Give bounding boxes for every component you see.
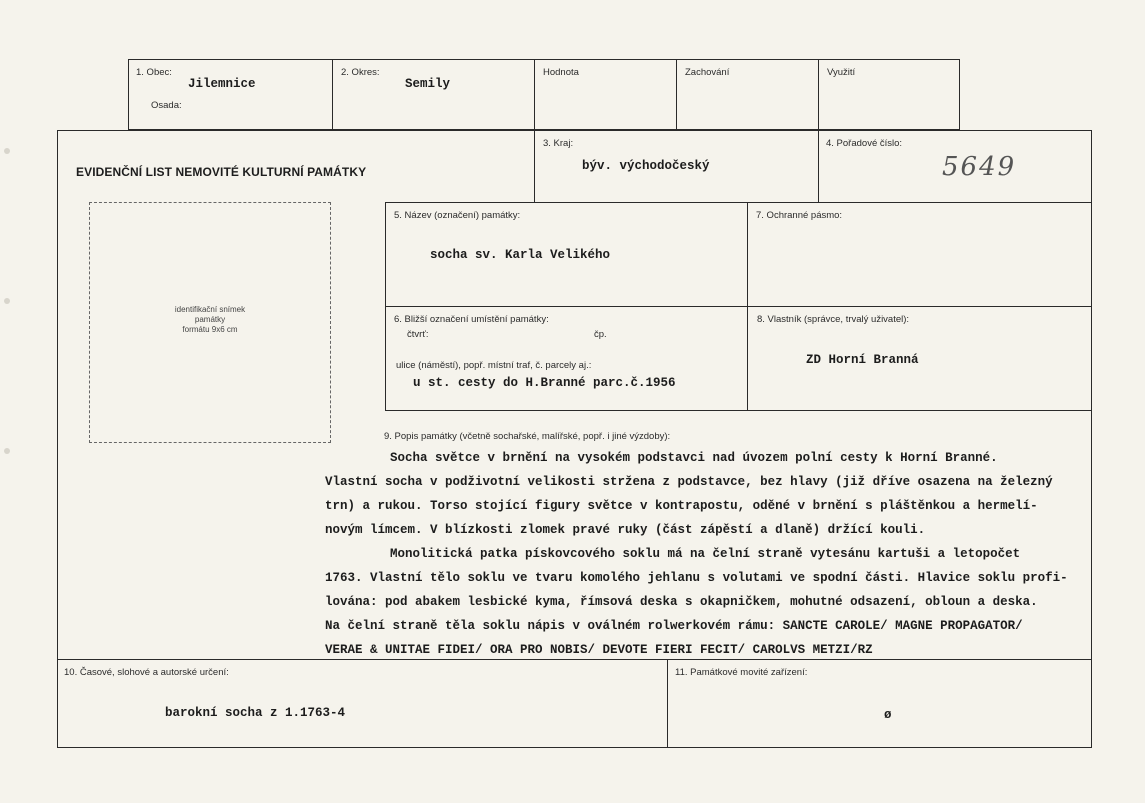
hodnota-label: Hodnota xyxy=(543,67,579,78)
ochranne-label: 7. Ochranné pásmo: xyxy=(756,210,843,221)
obec-label: 1. Obec: xyxy=(136,67,172,78)
okres-value: Semily xyxy=(405,77,451,91)
photo-text-line: památky xyxy=(194,315,226,324)
popis-line: lována: pod abakem lesbické kyma, římsová deska s okapničkem, mohutné odsazení, obloun a deska. xyxy=(325,595,1038,609)
obec-value: Jilemnice xyxy=(188,77,256,91)
okres-label: 2. Okres: xyxy=(341,67,380,78)
popis-line: Na čelní straně těla soklu nápis v oválném rolwerkovém rámu: SANCTE CAROLE/ MAGNE PROPAGATOR/ xyxy=(325,619,1023,633)
kraj-value: býv. východočeský xyxy=(582,159,710,173)
header-divider xyxy=(818,59,819,130)
kraj-divider xyxy=(534,130,535,202)
popis-line: Socha světce v brnění na vysokém podstavci nad úvozem polní cesty k Horní Branné. xyxy=(390,451,998,465)
movite-value: ø xyxy=(884,708,892,722)
cp-label: čp. xyxy=(594,329,607,340)
punch-hole xyxy=(4,448,10,454)
vyuziti-label: Využití xyxy=(827,67,856,78)
popis-line: 1763. Vlastní tělo soklu ve tvaru komolého jehlanu s volutami ve spodní části. Hlavice soklu profi- xyxy=(325,571,1068,585)
header-divider xyxy=(534,59,535,130)
poradove-divider xyxy=(818,130,819,202)
nazev-label: 5. Název (označení) památky: xyxy=(394,210,521,221)
popis-line: VERAE & UNITAE FIDEI/ ORA PRO NOBIS/ DEVOTE FIERI FECIT/ CAROLVS METZI/RZ xyxy=(325,643,873,657)
punch-hole xyxy=(4,298,10,304)
poradove-value: 5649 xyxy=(942,152,1017,182)
header-divider xyxy=(676,59,677,130)
vlastnik-value: ZD Horní Branná xyxy=(806,353,919,367)
ulice-label: ulice (náměstí), popř. místní traf, č. parcely aj.: xyxy=(396,360,592,371)
ctvrt-label: čtvrť: xyxy=(407,329,429,340)
movite-label: 11. Památkové movité zařízení: xyxy=(675,667,808,678)
casove-value: barokní socha z 1.1763-4 xyxy=(165,706,346,720)
umisteni-label: 6. Bližší označení umístění památky: xyxy=(394,314,549,325)
photo-text-line: identifikační snímek xyxy=(174,305,246,314)
punch-hole xyxy=(4,148,10,154)
poradove-label: 4. Pořadové číslo: xyxy=(826,138,903,149)
zachovani-label: Zachování xyxy=(685,67,730,78)
nazev-value: socha sv. Karla Velikého xyxy=(430,248,611,262)
header-divider xyxy=(332,59,333,130)
photo-text-line: formátu 9x6 cm xyxy=(182,325,238,334)
popis-line: Vlastní socha v podživotní velikosti stržena z podstavce, bez hlavy (již dříve osazena na železný xyxy=(325,475,1053,489)
popis-line: trn) a rukou. Torso stojící figury světce v kontrapostu, oděné v brnění s pláštěnkou a hermelí- xyxy=(325,499,1038,513)
bottom-row-divider xyxy=(667,659,668,748)
bottom-row-divider xyxy=(57,659,1092,660)
osada-label: Osada: xyxy=(151,100,182,111)
popis-text xyxy=(325,446,1068,662)
form-title: EVIDENČNÍ LIST NEMOVITÉ KULTURNÍ PAMÁTKY xyxy=(76,165,367,179)
popis-line: Monolitická patka pískovcového soklu má na čelní straně vytesánu kartuši a letopočet xyxy=(390,547,1021,561)
popis-label: 9. Popis památky (včetně sochařské, malířské, popř. i jiné výzdoby): xyxy=(384,431,671,442)
umisteni-value: u st. cesty do H.Branné parc.č.1956 xyxy=(413,376,676,390)
grid-divider xyxy=(385,306,1092,307)
identification-photo-placeholder xyxy=(89,202,331,443)
casove-label: 10. Časové, slohové a autorské určení: xyxy=(64,667,229,678)
kraj-label: 3. Kraj: xyxy=(543,138,574,149)
popis-line: novým límcem. V blízkosti zlomek pravé ruky (část zápěstí a dlaně) držící kouli. xyxy=(325,523,926,537)
vlastnik-label: 8. Vlastník (správce, trvalý uživatel): xyxy=(757,314,910,325)
